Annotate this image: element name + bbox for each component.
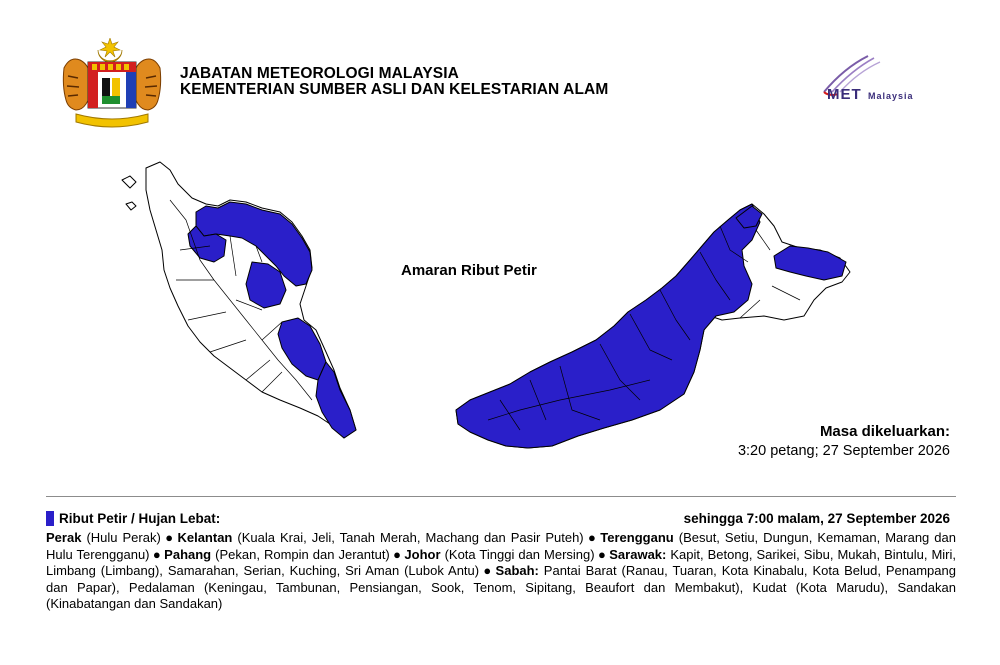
- state-areas: (Besut, Setiu, Dungun, Kemaman, Marang dan Hulu Terengganu): [46, 530, 956, 562]
- agency-name: [180, 66, 608, 98]
- state-name: Terengganu: [600, 530, 674, 545]
- issued-time: 3:20 petang; 27 September 2026: [737, 443, 950, 459]
- state-areas: Kapit, Betong, Sarikei, Sibu, Mukah, Bintulu, Miri, Limbang (Limbang), Samarahan, Serian, Kuching, Sri Aman (Lubok Antu): [46, 546, 956, 579]
- met-logo-subtext: Malaysia: [868, 91, 914, 101]
- state-areas: (Kuala Krai, Jeli, Tanah Merah, Machang dan Pasir Puteh): [237, 530, 584, 545]
- state-name: Pahang: [164, 546, 212, 562]
- state-name: Kelantan: [177, 530, 233, 545]
- valid-until: sehingga 7:00 malam, 27 September 2026: [683, 511, 950, 526]
- map-title: Amaran Ribut Petir: [401, 262, 537, 279]
- state-areas: (Hulu Perak): [86, 530, 161, 545]
- state-name: Sabah:: [495, 563, 539, 579]
- state-name: Sarawak:: [609, 546, 667, 562]
- peninsular-malaysia: [122, 162, 356, 438]
- agency-line-1: JABATAN METEOROLOGI MALAYSIA: [180, 65, 459, 82]
- divider: [46, 496, 956, 497]
- jata-negara-crest-icon: [58, 38, 166, 128]
- state-areas: Pantai Barat (Ranau, Tuaran, Kota Kinabalu, Kota Belud, Penampang dan Papar), Pedalaman (Keningau, Tambunan, Pensiangan, Sook, Tenom, Sipitang, Beaufort dan Membakut), Kudat (Kota Marudu), Sandakan (Kinabatangan dan Sandakan): [46, 563, 956, 612]
- state-areas: (Pekan, Rompin dan Jerantut): [215, 546, 390, 562]
- met-malaysia-logo-icon: [818, 50, 938, 110]
- issued-label: Masa dikeluarkan:: [819, 423, 950, 440]
- warning-areas-text: Perak (Hulu Perak) ● Kelantan (Kuala Krai, Jeli, Tanah Merah, Machang dan Pasir Puteh) ● Terengganu (Besut, Setiu, Dungun, Kemaman, Marang dan Hulu Terengganu) ● Pahang (Pekan, Rompin dan Jerantut) ● Johor (Kota Tinggi dan Mersing) ● Sarawak: Kapit, Betong, Sarikei, Sibu, Mukah, Bintulu, Miri, Limbang (Limbang), Samarahan, Serian, Kuching, Sri Aman (Lubok Antu) ● Sabah: Pantai Barat (Ranau, Tuaran, Kota Kinabalu, Kota Belud, Penampang dan Papar), Pedalaman (Keningau, Tambunan, Pensiangan, Sook, Tenom, Sipitang, Beaufort dan Membakut), Kudat (Kota Marudu), Sandakan (Kinabatangan dan Sandakan): [46, 530, 956, 612]
- legend-label: Ribut Petir / Hujan Lebat:: [59, 511, 221, 526]
- met-logo-text: MET: [827, 86, 862, 103]
- sarawak-warning: [456, 204, 760, 448]
- agency-line-2: KEMENTERIAN SUMBER ASLI DAN KELESTARIAN ALAM: [180, 81, 609, 98]
- state-name: Perak: [46, 530, 82, 545]
- state-areas: (Kota Tinggi dan Mersing): [444, 546, 595, 562]
- legend-swatch: [46, 511, 54, 526]
- east-malaysia: [456, 204, 850, 448]
- kota-tinggi-mersing-warning: [316, 362, 356, 438]
- state-name: Johor: [404, 546, 441, 562]
- malaysia-warning-map: [0, 140, 1000, 470]
